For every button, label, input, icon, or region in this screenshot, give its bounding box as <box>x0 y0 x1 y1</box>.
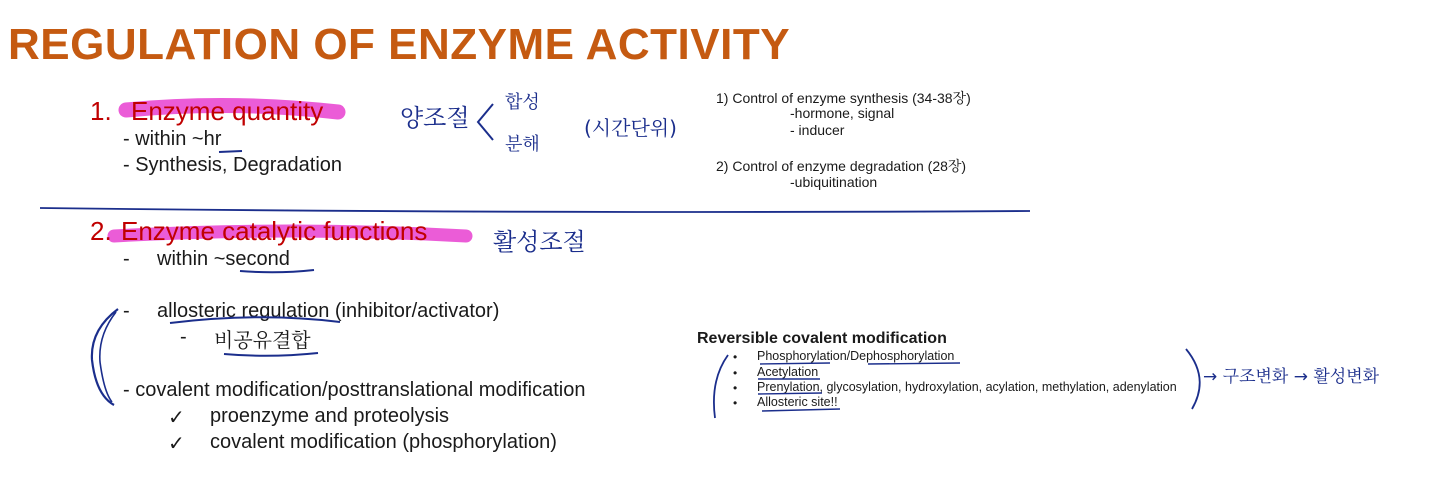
control-synthesis-hormone: -hormone, signal <box>790 105 895 121</box>
rcm-item-prenylation: Prenylation, glycosylation, hydroxylation, acylation, methylation, adenylation <box>757 380 1177 394</box>
section1-number: 1. <box>90 96 112 126</box>
section2-check-covalent: covalent modification (phosphorylation) <box>210 431 557 453</box>
control-degradation-ubiquitination: -ubiquitination <box>790 174 878 190</box>
section2-dash-within: - <box>123 248 130 270</box>
section2-check-proenzyme: proenzyme and proteolysis <box>210 405 450 427</box>
handwritten-note-degradation: 분해 <box>505 134 540 155</box>
control-synthesis: 1) Control of enzyme synthesis (34-38장) <box>716 90 971 106</box>
underline-hr <box>219 151 242 152</box>
rcm-item-allosteric-site: Allosteric site!! <box>757 395 838 409</box>
underline-noncovalent <box>224 353 318 356</box>
page-title: REGULATION OF ENZYME ACTIVITY <box>8 20 791 69</box>
handwritten-note-amount-control: 양조절 <box>400 104 470 132</box>
section2-covalent: - covalent modification/posttranslational modification <box>123 379 586 401</box>
handwritten-note-activity-control: 활성조절 <box>493 228 586 256</box>
brace-regulation-types <box>92 309 118 405</box>
check-icon: ✓ <box>168 433 185 455</box>
rcm-item-acetylation: Acetylation <box>757 365 819 379</box>
brace-rcm-left <box>714 355 728 418</box>
rcm-item-phosphorylation: Phosphorylation/Dephosphorylation <box>757 349 955 363</box>
section1-heading: Enzyme quantity <box>131 96 324 126</box>
section2-noncovalent: 비공유결합 <box>214 330 311 352</box>
section2-number: 2. <box>90 216 112 246</box>
brace-rcm-right <box>1186 349 1200 409</box>
control-synthesis-inducer: - inducer <box>790 122 845 138</box>
section2-within: within ~second <box>157 248 290 270</box>
section2-dash-allosteric: - <box>123 300 130 322</box>
handwritten-note-synthesis: 합성 <box>505 92 540 113</box>
bullet-icon: • <box>733 366 738 380</box>
control-degradation: 2) Control of enzyme degradation (28장) <box>716 158 967 174</box>
section-divider-line <box>40 208 1030 212</box>
section1-line-within: - within ~hr <box>123 128 222 150</box>
section2-dash-noncovalent: - <box>180 326 187 348</box>
check-icon: ✓ <box>168 407 185 429</box>
handwritten-note-time-unit: (시간단위) <box>584 116 677 140</box>
bullet-icon: • <box>733 381 738 395</box>
section1-line-synthesis: - Synthesis, Degradation <box>123 154 343 176</box>
section2-heading: Enzyme catalytic functions <box>121 216 428 246</box>
section2-allosteric: allosteric regulation (inhibitor/activator) <box>157 300 500 322</box>
bullet-icon: • <box>733 350 738 364</box>
bullet-icon: • <box>733 396 738 410</box>
bracket-amount-control <box>478 104 493 140</box>
rcm-title: Reversible covalent modification <box>697 330 947 347</box>
handwritten-note-structure-activity: → 구조변화 → 활성변화 <box>1203 367 1380 387</box>
